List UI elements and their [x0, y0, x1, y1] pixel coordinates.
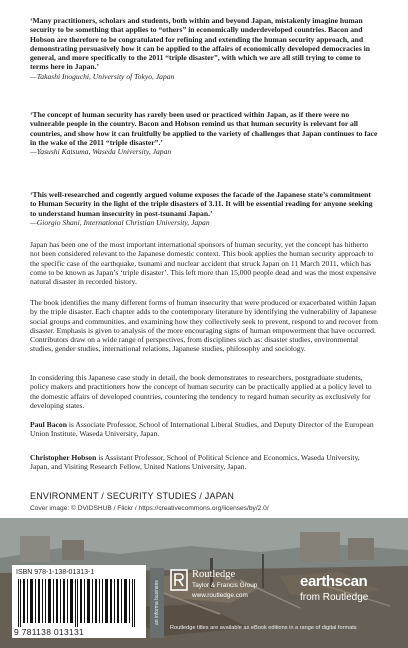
- informa-tab: an informa business: [150, 568, 164, 638]
- blurb-paragraph-3: In considering this Japanese case study in detail, the book demonstrates to researchers, postgraduate students, policy makers and practitioners how the concept of human security can be practically applied at a policy level to the domestic affairs of developed countries, countering the tendency to regard human security as exclusively for developing states.: [30, 373, 372, 410]
- earthscan-name: earthscan: [300, 573, 368, 590]
- earthscan-from: from Routledge: [300, 592, 369, 603]
- author-bio-2: Christopher Hobson is Assistant Professor, School of Political Science and Economics, Waseda University, Japan, and Visiting Research Fellow, United Nations University, Japan.: [30, 453, 360, 472]
- endorsement-quote-2: ‘The concept of human security has rarely been used or practiced within Japan, as if there were no vulnerable people in the country. Bacon and Hobson remind us that human security is relevant for all countries, and show how it can fruitfully be applied to the variety of challenges that Japan continues to face in the wake of the 2011 “triple disaster”.’ —Yasushi Katsuma, Waseda University, Japan: [30, 110, 378, 157]
- subject-category: ENVIRONMENT / SECURITY STUDIES / JAPAN: [30, 491, 235, 501]
- author-name-2: Christopher Hobson: [30, 453, 97, 462]
- isbn-label: ISBN 978-1-138-01313-1: [16, 569, 95, 576]
- routledge-logo: [170, 565, 288, 613]
- ebook-availability-note: Routledge titles are available as eBook editions in a range of digital formats: [170, 625, 357, 631]
- routledge-name: Routledge: [192, 569, 236, 580]
- blurb-paragraph-1: Japan has been one of the most important international sponsors of human security, yet the concept has hitherto not been considered relevant to the Japanese domestic context. This book applies the human security approach to the specific case of the earthquake, tsunami and nuclear accident that struck Japan on 11 March 2011, which has come to be known as Japan’s ‘triple disaster’. This left more than 15,000 people dead and was the most expensive natural disaster in recorded history.: [30, 240, 377, 287]
- author-bio-1: Paul Bacon is Associate Professor, School of International Liberal Studies, and Deputy Director of the European Union Institute, Waseda University, Japan.: [30, 420, 374, 439]
- routledge-emblem-icon: [170, 569, 188, 591]
- endorsement-attribution-1: —Takashi Inoguchi, University of Tokyo, Japan: [30, 71, 175, 81]
- blurb-paragraph-2: The book identifies the many different forms of human insecurity that were produced or exacerbated within Japan by the triple disaster. Each chapter adds to the contemporary literature by identifying the vulnerability of Japanese social groups and communities, and examining how they collectively seek to prevent, respond to and recover from disaster. Emphasis is given to analysis of the more encouraging signs of human empowerment that have occurred. Contributors draw on a wide range of perspectives, from disciplines such as: disaster studies, environmental studies, gender studies, international relations, Japanese studies, philosophy and sociology.: [30, 298, 378, 354]
- routledge-group: Taylor & Francis Group: [192, 582, 258, 589]
- barcode-icon: [16, 579, 142, 627]
- endorsement-quote-3: ‘This well-researched and cogently argued volume exposes the facade of the Japanese state’s commitment to Human Security in the light of the triple disasters of 3.11. It will be essential reading for anyone seeking to understand human insecurity in post-tsunami Japan.’ —Giorgio Shani, International Christian University, Japan: [30, 190, 373, 227]
- isbn-digits: 9 781138 013131: [14, 627, 85, 637]
- earthscan-logo: [300, 573, 396, 613]
- endorsement-attribution-2: —Yasushi Katsuma, Waseda University, Japan: [30, 147, 172, 157]
- author-name-1: Paul Bacon: [30, 420, 67, 429]
- isbn-barcode-block: [12, 565, 146, 638]
- routledge-url: www.routledge.com: [192, 592, 248, 599]
- endorsement-attribution-3: —Giorgio Shani, International Christian University, Japan: [30, 217, 210, 227]
- cover-image-credit: Cover image: © DVIDSHUB / Flickr / https://creativecommons.org/licenses/by/2.0/: [30, 505, 269, 512]
- endorsement-quote-1: ‘Many practitioners, scholars and students, both within and beyond Japan, mistakenly imagine human security to be something that applies to “others” in economically underdeveloped countries. Bacon and Hobson are therefore to be congratulated for refining and extending the human security approach, and demonstrating persuasively how it can be applied to the affairs of economically developed democracies in general, and more specifically to the 2011 “triple disaster”, with which we are all still trying to come to terms here in Japan.’ —Takashi Inoguchi, University of Tokyo, Japan: [30, 16, 371, 81]
